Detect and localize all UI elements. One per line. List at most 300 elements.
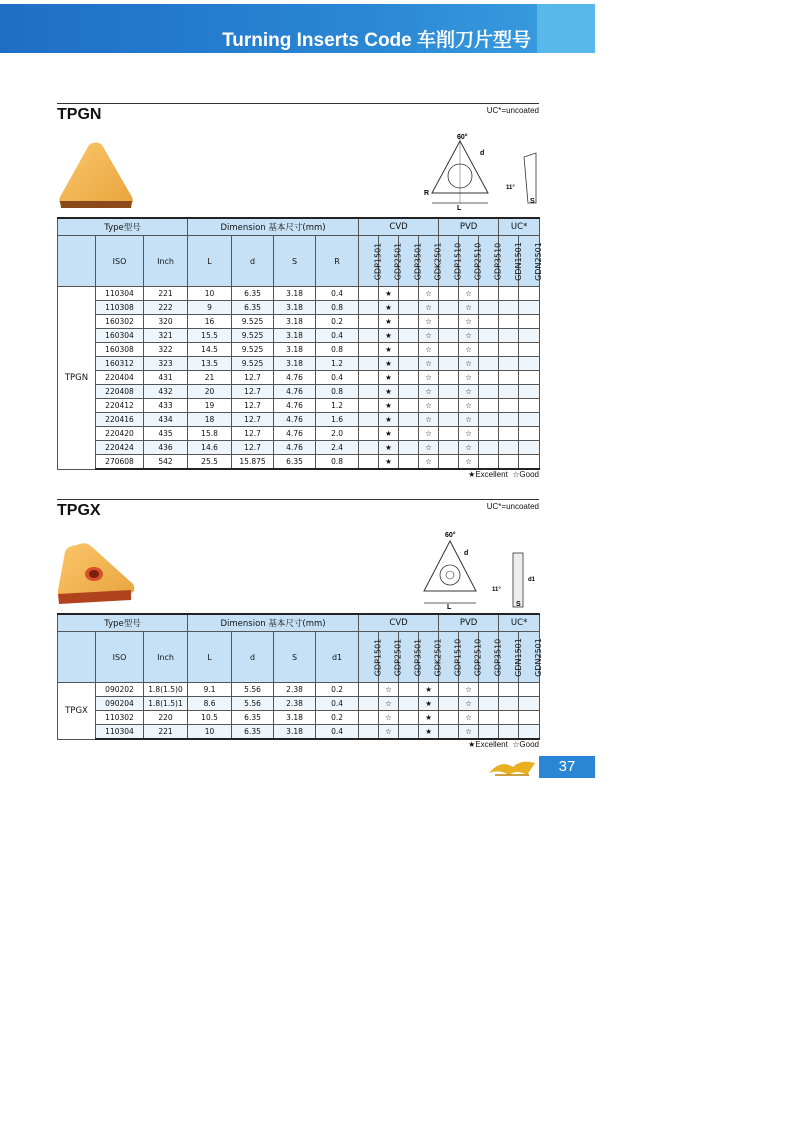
table-cell [359,315,379,329]
table-row [58,697,540,711]
table-cell [479,427,499,441]
table-cell [439,371,459,385]
table-row [58,413,540,427]
table-cell [399,315,419,329]
angle-label: 60° [457,134,468,141]
table-cell: 0.4 [316,725,359,740]
table-cell [359,371,379,385]
table-cell: 220408 [96,385,144,399]
table-cell: ★ [419,683,439,697]
type-blank [58,236,96,287]
table-cell [399,725,419,740]
table-cell: 322 [144,343,188,357]
table-cell: 6.35 [232,725,274,740]
uncoated-note: UC*=uncoated [486,106,539,115]
table-row [58,455,540,470]
L-header: L [188,632,232,683]
table-cell: 2.38 [274,683,316,697]
table-cell: 12.7 [232,441,274,455]
table-cell: 1.8(1.5)1 [144,697,188,711]
table-cell [439,711,459,725]
grade-header: GDN1501 [499,632,519,683]
table-cell: ★ [379,357,399,371]
table-cell: 15.5 [188,329,232,343]
grade-header: GDP1501 [359,632,379,683]
header-bar [0,4,595,53]
grade-header: GDP3501 [399,236,419,287]
header-accent [537,4,595,53]
table-cell: 0.8 [316,385,359,399]
table-cell: 110302 [96,711,144,725]
page-header-title: Turning Inserts Code 车削刀片型号 [222,30,531,51]
table-cell: 20 [188,385,232,399]
table-cell [499,385,519,399]
table-cell: ★ [419,711,439,725]
table-cell: 432 [144,385,188,399]
d-label: d [480,150,485,157]
table-cell [519,455,540,470]
page-number: 37 [539,756,595,778]
S-label: S [516,601,521,608]
table-cell [439,683,459,697]
table-cell: 0.4 [316,329,359,343]
table-row [58,441,540,455]
table-cell: 2.4 [316,441,359,455]
grade-header: GDP2501 [379,236,399,287]
type-header: Type型号 [58,614,188,632]
table-row [58,343,540,357]
legend-good: ☆Good [512,470,539,479]
table-cell: 21 [188,371,232,385]
tpgx-insert-image [57,542,137,608]
grade-header: GDP3501 [399,632,419,683]
dimension-header: Dimension 基本尺寸(mm) [188,614,359,632]
table-cell [399,711,419,725]
table-cell: 270608 [96,455,144,470]
table-cell [399,301,419,315]
tpgn-dimension-drawing [412,131,542,211]
table-cell [359,725,379,740]
dimension-header: Dimension 基本尺寸(mm) [188,218,359,236]
table-cell [519,711,540,725]
table-row [58,301,540,315]
table-cell [499,427,519,441]
table-cell: 4.76 [274,413,316,427]
table-cell: 090202 [96,683,144,697]
table-row [58,399,540,413]
table-cell: 110304 [96,725,144,740]
table-cell [479,399,499,413]
table-cell: 4.76 [274,427,316,441]
table-cell: ☆ [459,399,479,413]
table-row [58,427,540,441]
table-cell: 2.38 [274,697,316,711]
table-cell [499,455,519,470]
table-cell [399,357,419,371]
table-cell: 3.18 [274,301,316,315]
table-cell: 15.8 [188,427,232,441]
table-cell: 0.2 [316,315,359,329]
table-cell [439,301,459,315]
table-cell: 431 [144,371,188,385]
table-cell [479,413,499,427]
table-cell [399,385,419,399]
table-cell: 110304 [96,287,144,301]
grade-header: GDP2510 [459,632,479,683]
legend-good: ☆Good [512,740,539,749]
table-cell: 4.76 [274,371,316,385]
L-label: L [447,604,452,611]
table-cell [399,343,419,357]
table-cell [439,287,459,301]
grade-header: GDN2501 [519,632,540,683]
table-cell [519,287,540,301]
table-cell [519,301,540,315]
table-cell [479,287,499,301]
type-header: Type型号 [58,218,188,236]
tpgx-table-body [58,683,540,740]
tpgn-spec-table [57,217,543,470]
table-cell: ☆ [459,455,479,470]
table-cell: ☆ [459,287,479,301]
table-cell: ★ [379,455,399,470]
table-cell [499,441,519,455]
table-cell [499,301,519,315]
table-cell [399,427,419,441]
table-cell: ★ [419,725,439,740]
table-cell: ☆ [459,683,479,697]
table-cell: 3.18 [274,315,316,329]
table-cell: ☆ [419,385,439,399]
grade-header: GDK2501 [419,632,439,683]
table-cell [359,697,379,711]
table-cell: 3.18 [274,287,316,301]
table-cell: 160308 [96,343,144,357]
table-row [58,385,540,399]
table-cell: ☆ [419,399,439,413]
R-label: R [424,190,430,197]
tpgn-table-body [58,287,540,470]
table-cell [479,371,499,385]
table-cell: 220404 [96,371,144,385]
table-cell: 323 [144,357,188,371]
table-cell [499,711,519,725]
table-cell: 9.525 [232,343,274,357]
table-cell [519,441,540,455]
table-row [58,287,540,301]
table-cell [519,371,540,385]
table-cell: 9.525 [232,357,274,371]
table-cell: 5.56 [232,683,274,697]
inch-header: Inch [144,632,188,683]
table-cell: 6.35 [232,287,274,301]
table-cell [519,315,540,329]
table-cell: 10.5 [188,711,232,725]
table-cell [519,357,540,371]
legend [468,740,539,749]
table-cell: ☆ [419,441,439,455]
table-cell: ★ [379,385,399,399]
uc-header: UC* [499,614,540,632]
table-cell: 14.5 [188,343,232,357]
table-cell: 321 [144,329,188,343]
legend [468,470,539,479]
table-cell: 6.35 [274,455,316,470]
section-rule [57,103,539,104]
table-cell: ★ [379,371,399,385]
iso-header: ISO [96,632,144,683]
uc-header: UC* [499,218,540,236]
grade-header: GDP1501 [359,236,379,287]
table-cell [479,683,499,697]
table-cell [499,683,519,697]
d-header: d [232,236,274,287]
table-cell: 0.8 [316,455,359,470]
table-cell [479,301,499,315]
table-cell [499,399,519,413]
table-cell: ☆ [419,371,439,385]
table-cell: 5.56 [232,697,274,711]
table-cell: 433 [144,399,188,413]
d1-label: d1 [528,577,536,583]
pvd-header: PVD [439,218,499,236]
legend-excellent: ★Excellent [468,470,508,479]
table-cell: ☆ [419,343,439,357]
table-cell [359,301,379,315]
grade-header: GDN2501 [519,236,540,287]
L-header: L [188,236,232,287]
table-cell: ☆ [459,441,479,455]
tpgx-dimension-drawing [412,527,542,613]
table-cell [499,329,519,343]
table-cell: 160304 [96,329,144,343]
table-cell [499,725,519,740]
table-cell [439,697,459,711]
table-cell: ☆ [419,357,439,371]
table-cell: 220416 [96,413,144,427]
table-cell [399,371,419,385]
table-cell: 12.7 [232,399,274,413]
grade-header: GDP2510 [459,236,479,287]
table-cell: ☆ [419,301,439,315]
table-cell: 9.1 [188,683,232,697]
table-cell: ★ [379,287,399,301]
table-cell: 436 [144,441,188,455]
section-tpgx [57,499,543,759]
table-cell [499,413,519,427]
table-cell [519,399,540,413]
table-cell: ★ [379,315,399,329]
table-cell: 10 [188,725,232,740]
brand-logo [487,757,537,779]
table-cell [359,441,379,455]
table-cell: 0.4 [316,371,359,385]
table-cell: 16 [188,315,232,329]
table-cell: 542 [144,455,188,470]
table-cell: 090204 [96,697,144,711]
table-cell [479,455,499,470]
table-cell: 14.6 [188,441,232,455]
table-cell: 9 [188,301,232,315]
table-cell [399,413,419,427]
table-cell: 0.8 [316,343,359,357]
table-cell [439,357,459,371]
uncoated-note: UC*=uncoated [486,502,539,511]
table-cell: 3.18 [274,357,316,371]
table-cell: ☆ [459,711,479,725]
table-row [58,371,540,385]
table-cell: 12.7 [232,371,274,385]
d-header: d [232,632,274,683]
table-row [58,357,540,371]
table-cell [479,329,499,343]
table-cell [399,287,419,301]
table-cell: ☆ [419,329,439,343]
d1-header: d1 [316,632,359,683]
table-cell: 4.76 [274,385,316,399]
type-label: TPGN [58,287,96,470]
table-cell: 3.18 [274,343,316,357]
section-title: TPGN [57,106,102,123]
table-cell [359,683,379,697]
table-cell: ☆ [459,725,479,740]
table-cell: ☆ [379,725,399,740]
table-cell: 160312 [96,357,144,371]
table-cell [399,441,419,455]
table-cell: 110308 [96,301,144,315]
table-cell [479,385,499,399]
grade-header: GDN1501 [499,236,519,287]
cvd-header: CVD [359,218,439,236]
grade-header: GDP3510 [479,236,499,287]
table-cell: ☆ [379,697,399,711]
table-cell: ★ [379,343,399,357]
table-cell: 12.7 [232,427,274,441]
table-cell [439,399,459,413]
table-cell [399,455,419,470]
table-cell [359,711,379,725]
table-cell [359,357,379,371]
table-cell: 3.18 [274,725,316,740]
table-cell: ☆ [459,697,479,711]
table-cell [439,315,459,329]
table-cell [519,697,540,711]
table-cell: 435 [144,427,188,441]
table-cell: ☆ [419,287,439,301]
table-cell [519,329,540,343]
table-cell: ★ [419,697,439,711]
pvd-header: PVD [439,614,499,632]
table-cell [439,725,459,740]
clearance-label: 11° [506,185,515,191]
table-cell [499,315,519,329]
iso-header: ISO [96,236,144,287]
table-cell: 9.525 [232,329,274,343]
table-cell: ★ [379,329,399,343]
S-header: S [274,632,316,683]
R-header: R [316,236,359,287]
table-cell [479,711,499,725]
table-cell: ☆ [459,413,479,427]
table-cell: 13.5 [188,357,232,371]
d-label: d [464,550,469,557]
table-cell: 6.35 [232,711,274,725]
table-cell: 4.76 [274,441,316,455]
table-cell: ☆ [419,413,439,427]
table-cell [499,357,519,371]
table-cell: 4.76 [274,399,316,413]
table-cell [479,357,499,371]
table-cell: 220420 [96,427,144,441]
S-label: S [530,198,535,205]
table-cell: ☆ [419,455,439,470]
grade-header: GDP1510 [439,236,459,287]
table-cell: 3.18 [274,711,316,725]
table-cell: ★ [379,413,399,427]
table-cell: ☆ [459,301,479,315]
table-cell [359,413,379,427]
table-cell: 15.875 [232,455,274,470]
table-cell [439,413,459,427]
table-cell [499,371,519,385]
table-cell: 2.0 [316,427,359,441]
table-cell: 0.2 [316,683,359,697]
table-cell: 320 [144,315,188,329]
L-label: L [457,205,462,212]
cvd-header: CVD [359,614,439,632]
table-cell: ☆ [419,315,439,329]
section-rule [57,499,539,500]
legend-excellent: ★Excellent [468,740,508,749]
table-row [58,711,540,725]
table-cell [519,683,540,697]
grade-header: GDP1510 [439,632,459,683]
table-cell: 1.2 [316,399,359,413]
table-cell: 1.2 [316,357,359,371]
tpgn-insert-image [57,141,135,213]
table-cell: ☆ [459,343,479,357]
table-cell: ☆ [379,711,399,725]
table-cell: 3.18 [274,329,316,343]
table-cell: 12.7 [232,413,274,427]
table-cell [359,399,379,413]
table-cell: ☆ [379,683,399,697]
clearance-label: 11° [492,587,501,593]
grade-header: GDK2501 [419,236,439,287]
table-row [58,725,540,740]
table-cell [499,343,519,357]
table-cell: 1.8(1.5)0 [144,683,188,697]
grade-header: GDP3510 [479,632,499,683]
table-cell [399,329,419,343]
grade-header: GDP2501 [379,632,399,683]
tpgx-spec-table [57,613,543,740]
table-cell: 1.6 [316,413,359,427]
table-cell: ☆ [459,371,479,385]
table-cell [519,413,540,427]
table-cell: 0.2 [316,711,359,725]
table-cell [519,343,540,357]
table-row [58,329,540,343]
table-cell [519,725,540,740]
table-row [58,315,540,329]
table-cell [359,427,379,441]
table-cell [439,455,459,470]
table-cell: 8.6 [188,697,232,711]
table-cell [479,697,499,711]
table-cell: 220 [144,711,188,725]
table-cell [499,287,519,301]
